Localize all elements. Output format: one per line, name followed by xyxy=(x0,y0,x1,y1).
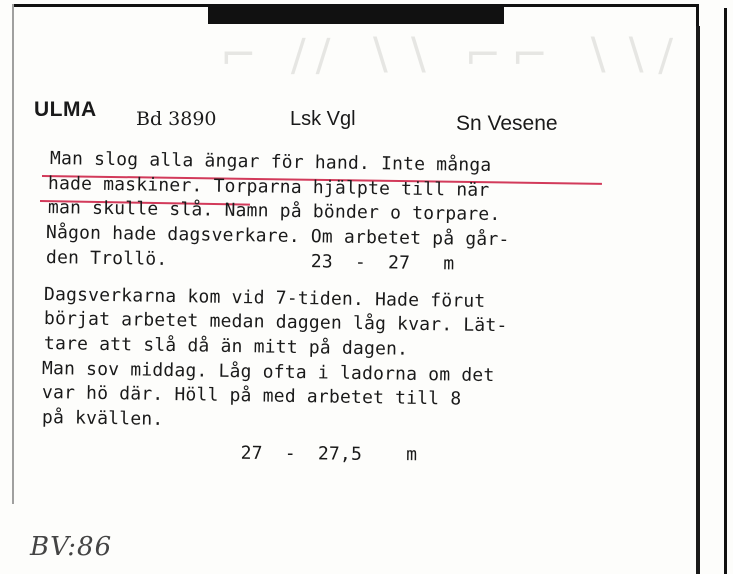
bleed-through-marks: ⌐ ∕∕ ∖∖ ⌐⌐ ∖∖∕ xyxy=(220,30,684,81)
text-line: börjat arbetet medan daggen låg kvar. Lät- xyxy=(43,308,508,337)
place-name: ULMA xyxy=(34,98,97,121)
handwritten-catalog-mark: BV:86 xyxy=(30,532,113,562)
text-line: på kvällen. xyxy=(41,407,164,430)
text-line: Någon hade dagsverkare. Om arbetet på går- xyxy=(45,222,510,251)
text-line: var hö där. Höll på med arbetet till 8 xyxy=(41,382,462,410)
county-code: Lsk Vgl xyxy=(290,108,356,130)
text-line: den Trollö. 23 - 27 m xyxy=(45,247,455,275)
text-line: Dagsverkarna kom vid 7-tiden. Hade förut xyxy=(43,284,486,312)
text-line: 27 - 27,5 m xyxy=(41,441,418,466)
card-tab-shadow xyxy=(208,4,504,24)
text-line: Man slog alla ängar för hand. Inte många xyxy=(49,148,492,176)
text-line: Man sov middag. Låg ofta i ladorna om det xyxy=(41,358,495,387)
card-edge-right xyxy=(696,26,700,574)
parish-name: Sn Vesene xyxy=(456,112,558,135)
text-line: man skulle slå. Namn på bönder o torpare. xyxy=(47,197,501,226)
card-edge-outer xyxy=(724,8,727,574)
text-line: hade maskiner. Torparna hjälpte till när xyxy=(47,173,490,201)
record-id: Bd 3890 xyxy=(136,108,217,130)
card-edge-left xyxy=(12,4,14,504)
text-line: tare att slå då än mitt på dagen. xyxy=(43,333,409,360)
